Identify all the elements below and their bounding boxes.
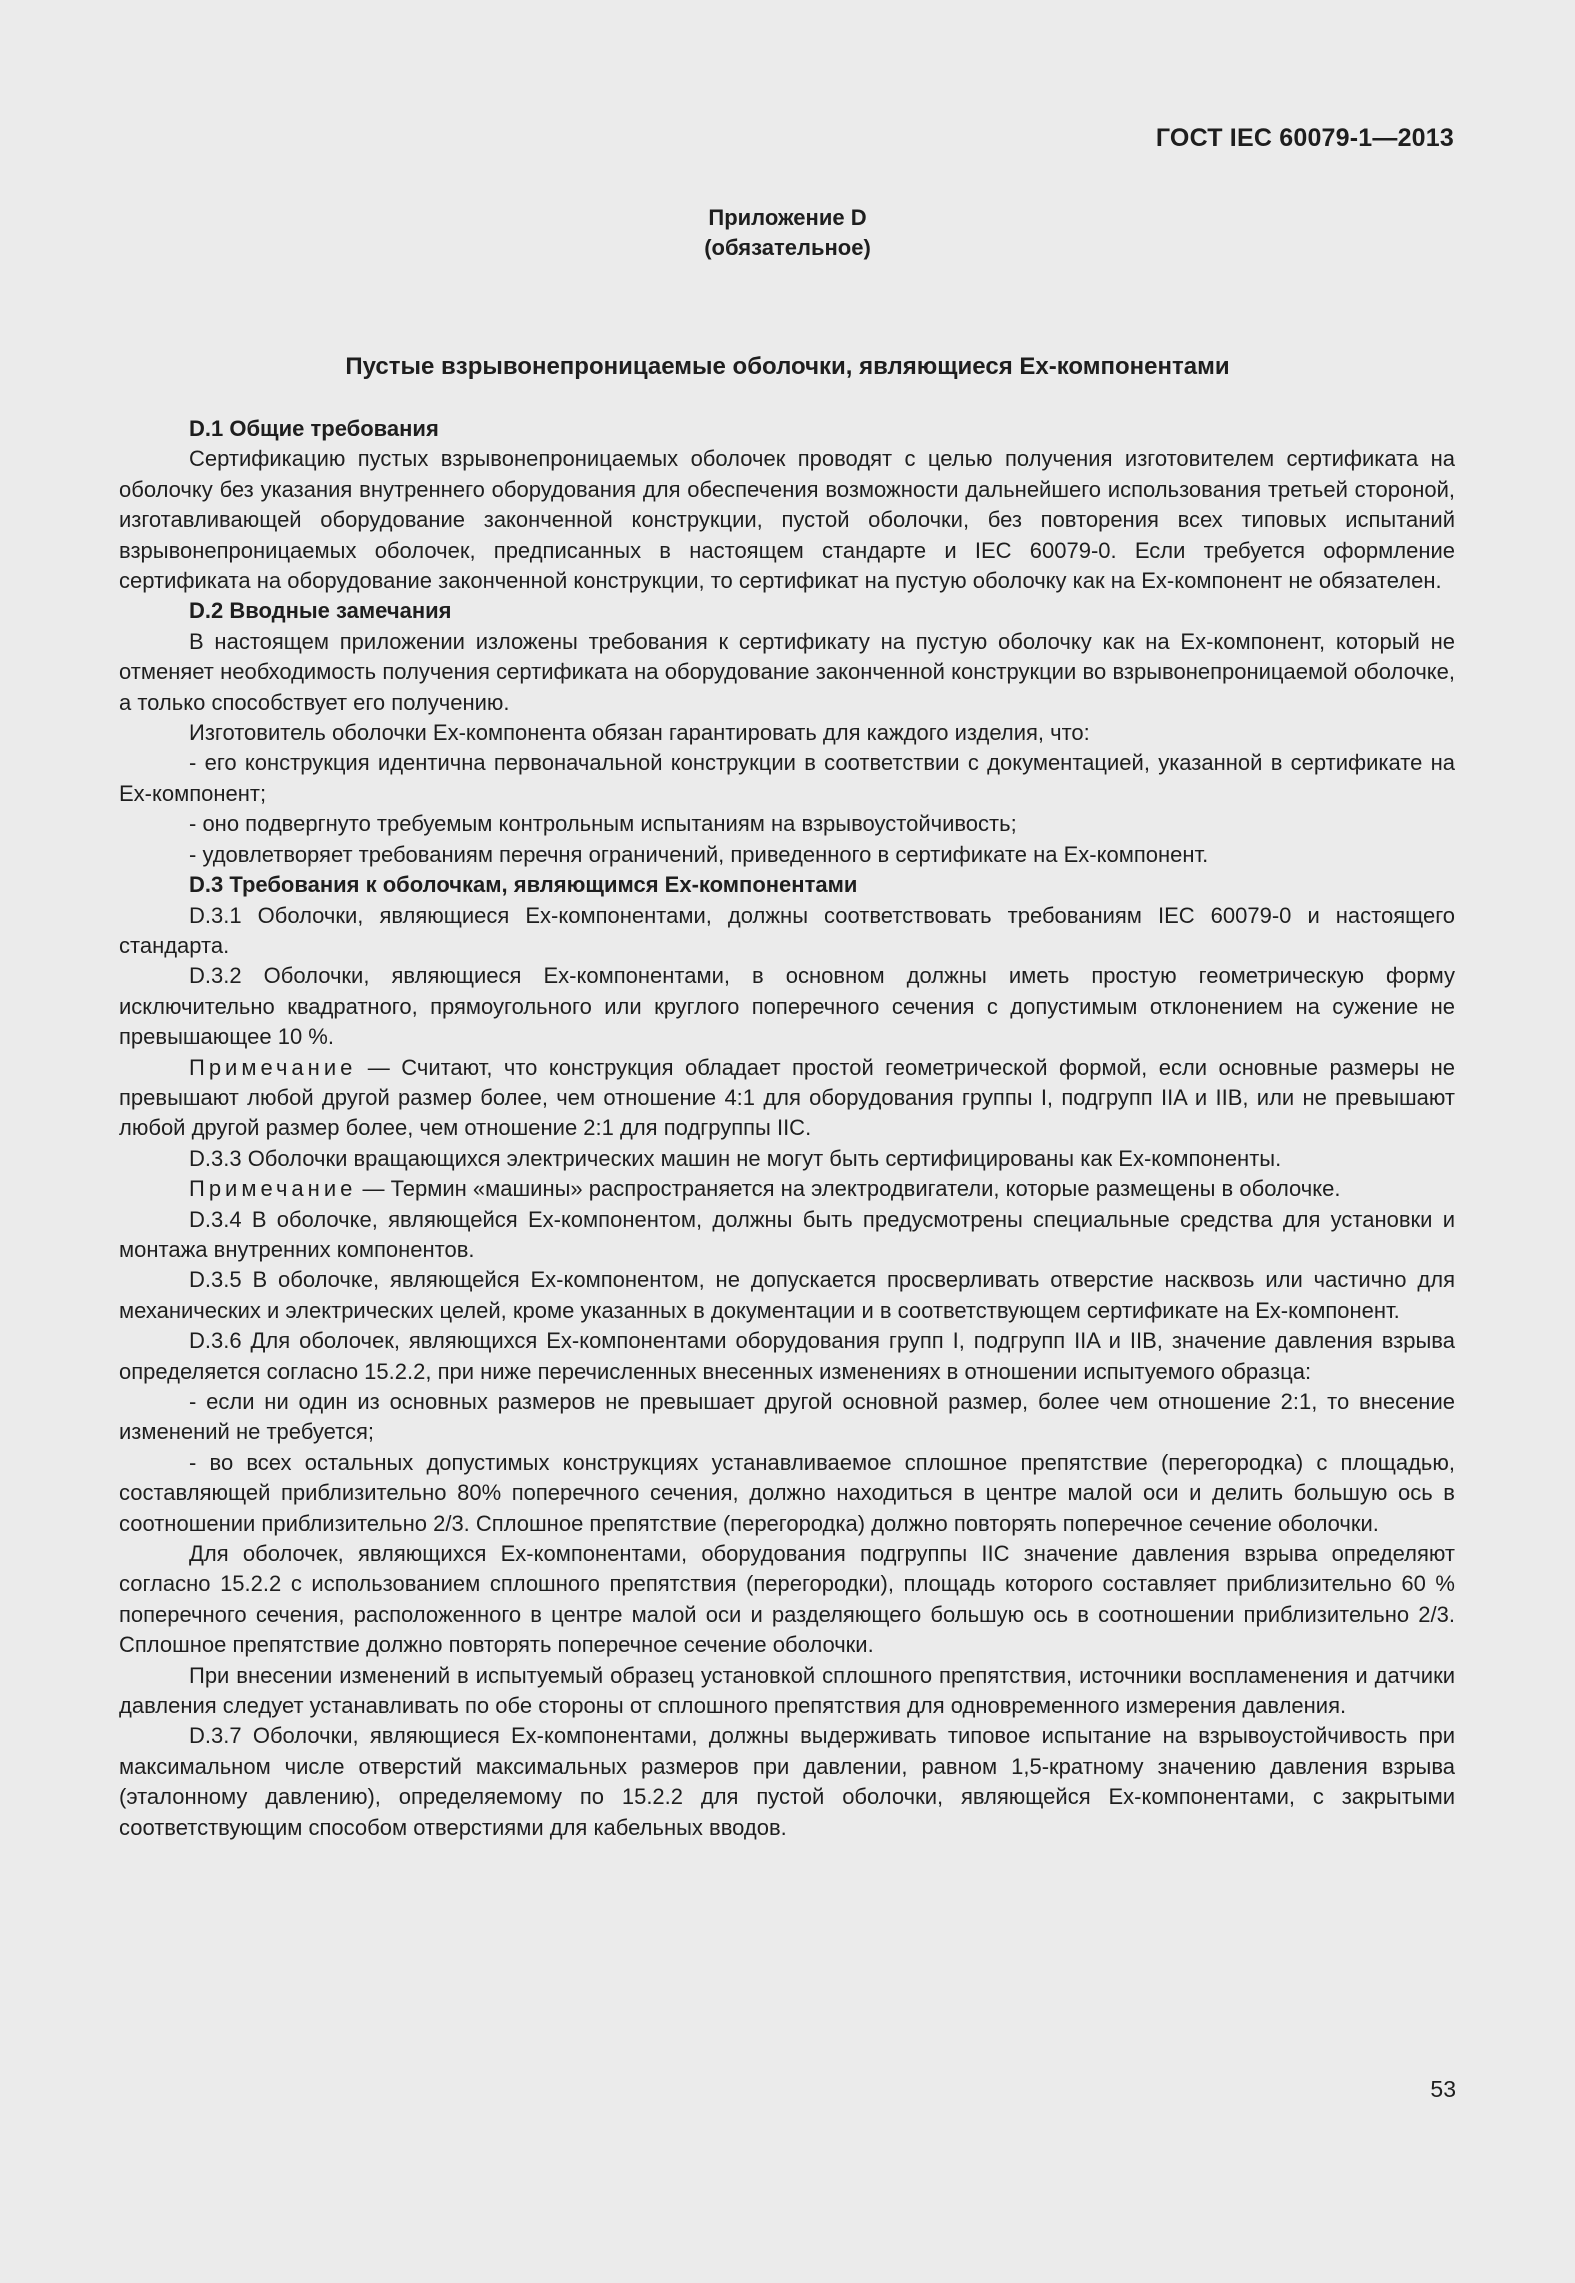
- annex-status: (обязательное): [704, 235, 871, 260]
- section-heading-d1: D.1 Общие требования: [189, 416, 439, 441]
- paragraph-d33: D.3.3 Оболочки вращающихся электрических машин не могут быть сертифицированы как Ex-компоненты.: [189, 1145, 1282, 1171]
- note-1-label: Примечание: [189, 1054, 357, 1080]
- page-number: 53: [1430, 2076, 1456, 2102]
- section-heading-d3: D.3 Требования к оболочкам, являющимся Ex-компонентами: [189, 872, 858, 898]
- note-1-text: — Считают, что конструкция обладает простой геометрической формой, если основные размеры не превышают любой другой размер более, чем отношение 4:1 для оборудования группы I, подгрупп IIA и IIB, или не превышают любой другой размер более, чем отношение 2:1 для подгруппы IIC.: [119, 1054, 1456, 1141]
- paragraph-d35: D.3.5 В оболочке, являющейся Ex-компонентом, не допускается просверливать отверстие насквозь или частично для механических и электрических целей, кроме указанных в документации и в соответствующем сертификате на Ex-компонент.: [119, 1267, 1455, 1323]
- note-2-label: Примечание: [189, 1176, 357, 1202]
- paragraph-d31: D.3.1 Оболочки, являющиеся Ex-компонентами, должны соответствовать требованиям IEC 60079-0 и настоящего стандарта.: [119, 902, 1455, 958]
- paragraph-d32: D.3.2 Оболочки, являющиеся Ex-компонентами, в основном должны иметь простую геометрическую форму исключительно квадратного, прямоугольного или круглого поперечного сечения с допустимым отклонением на сужение не превышающее 10 %.: [119, 963, 1455, 1050]
- paragraph-d2-2: Изготовитель оболочки Ex-компонента обязан гарантировать для каждого изделия, что:: [189, 720, 1090, 746]
- paragraph-d1: Сертификацию пустых взрывонепроницаемых оболочек проводят с целью получения изготовителем сертификата на оболочку без указания внутреннего оборудования для обеспечения возможности дальнейшего использования третьей стороной, изготавливающей оборудование законченной конструкции, пустой оболочки, без повторения всех типовых испытаний взрывонепроницаемых оболочек, предписанных в настоящем стандарте и IEC 60079-0. Если требуется оформление сертификата на оборудование законченной конструкции, то сертификат на пустую оболочку как на Ex-компонент не обязателен.: [119, 446, 1455, 594]
- paragraph-d34: D.3.4 В оболочке, являющейся Ex-компонентом, должны быть предусмотрены специальные средства для установки и монтажа внутренних компонентов.: [119, 1206, 1455, 1262]
- paragraph-d2-1: В настоящем приложении изложены требования к сертификату на пустую оболочку как на Ex-компонент, который не отменяет необходимость получения сертификата на оборудование законченной конструкции во взрывонепроницаемой оболочке, а только способствует его получению.: [119, 628, 1455, 715]
- list-item-d2-1: - его конструкция идентична первоначальной конструкции в соответствии с документацией, указанной в сертификате на Ex-компонент;: [119, 750, 1455, 806]
- section-heading-d2: D.2 Вводные замечания: [189, 598, 452, 624]
- annex-title: Пустые взрывонепроницаемые оболочки, являющиеся Ex-компонентами: [345, 353, 1230, 380]
- paragraph-d36-sensors: При внесении изменений в испытуемый образец установкой сплошного препятствия, источники воспламенения и датчики давления следует устанавливать по обе стороны от сплошного препятствия для одновременного измерения давления.: [119, 1662, 1455, 1719]
- note-1: [119, 1053, 1455, 1144]
- list-item-d36-1: - если ни один из основных размеров не превышает другой основной размер, более чем отношение 2:1, то внесение изменений не требуется;: [119, 1389, 1455, 1445]
- paragraph-d37: D.3.7 Оболочки, являющиеся Ex-компонентами, должны выдерживать типовое испытание на взрывоустойчивость при максимальном числе отверстий максимальных размеров при давлении, равном 1,5-кратному значению давления взрыва (эталонному давлению), определяемому по 15.2.2 для пустой оболочки, являющейся Ex-компонентами, с закрытыми соответствующим способом отверстиями для кабельных вводов.: [119, 1723, 1455, 1840]
- note-2-text: — Термин «машины» распространяется на электродвигатели, которые размещены в оболочке.: [362, 1176, 1341, 1202]
- list-item-d2-2: - оно подвергнуто требуемым контрольным испытаниям на взрывоустойчивость;: [189, 811, 1017, 837]
- document-body: [119, 414, 1455, 1843]
- standard-header: ГОСТ IEC 60079-1—2013: [1155, 124, 1454, 152]
- paragraph-d36: D.3.6 Для оболочек, являющихся Ex-компонентами оборудования групп I, подгрупп IIA и IIB, значение давления взрыва определяется согласно 15.2.2, при ниже перечисленных внесенных изменениях в отношении испытуемого образца:: [119, 1328, 1455, 1384]
- note-2: [119, 1174, 1455, 1204]
- list-item-d36-2: - во всех остальных допустимых конструкциях устанавливаемое сплошное препятствие (перегородка) с площадью, составляющей приблизительно 80% поперечного сечения, должно находиться в центре малой оси и делить большую ось в соотношении приблизительно 2/3. Сплошное препятствие (перегородка) должно повторять поперечное сечение оболочки.: [119, 1449, 1455, 1536]
- paragraph-d36-iic: Для оболочек, являющихся Ex-компонентами, оборудования подгруппы IIC значение давления взрыва определяют согласно 15.2.2 с использованием сплошного препятствия (перегородки), площадь которого составляет приблизительно 60 % поперечного сечения, расположенного в центре малой оси и разделяющего большую ось в соотношении приблизительно 2/3. Сплошное препятствие должно повторять поперечное сечение оболочки.: [119, 1541, 1455, 1658]
- annex-name: Приложение D: [708, 205, 867, 230]
- annex-heading: [0, 203, 1575, 263]
- list-item-d2-3: - удовлетворяет требованиям перечня ограничений, приведенного в сертификате на Ex-компонент.: [189, 841, 1209, 867]
